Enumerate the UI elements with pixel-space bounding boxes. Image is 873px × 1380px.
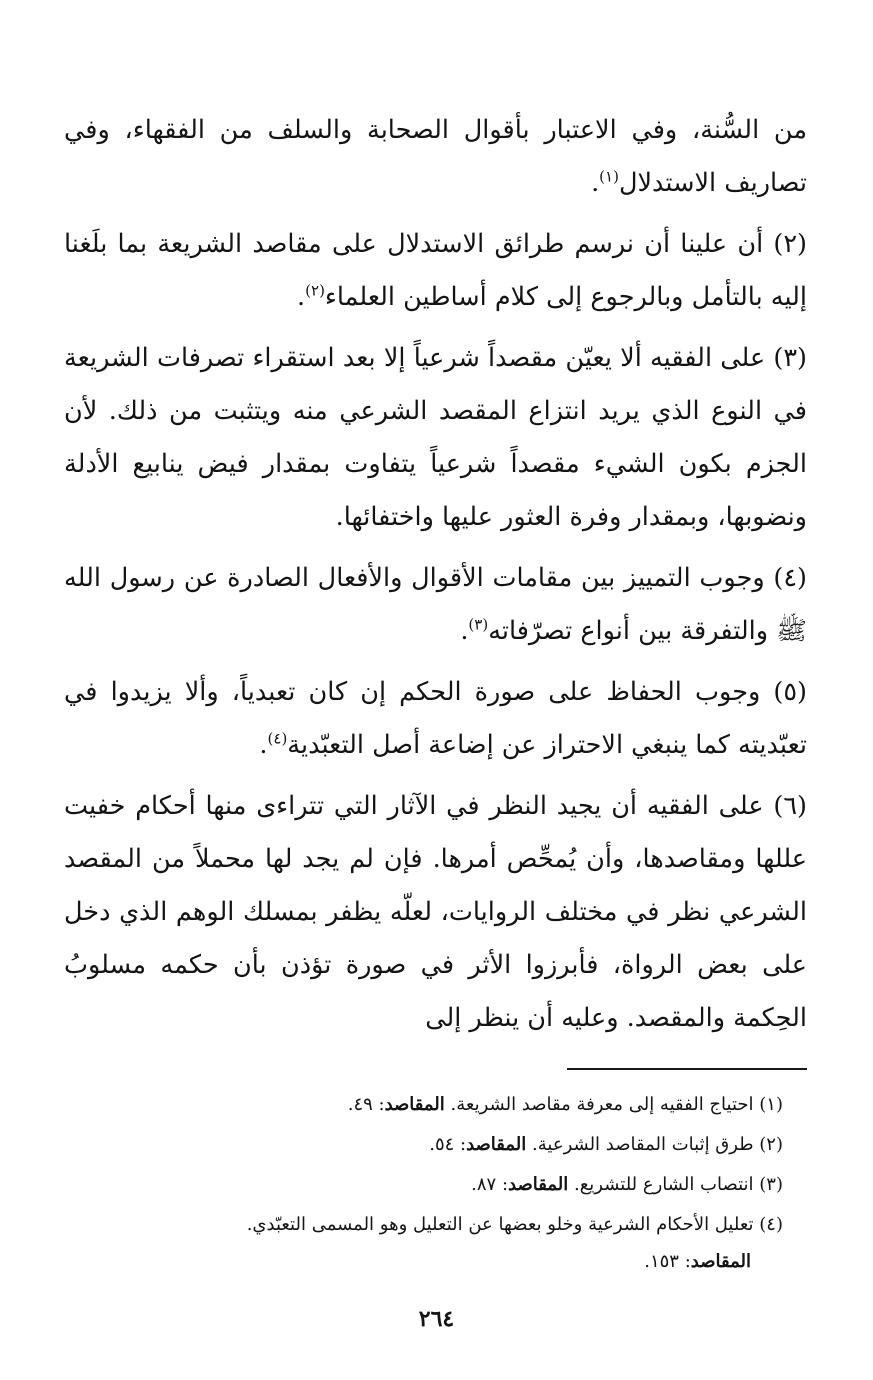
footnote-4 <box>64 1206 807 1280</box>
paragraph-text: من السُّنة، وفي الاعتبار بأقوال الصحابة والسلف من الفقهاء، وفي تصاريف الاستدلال <box>64 115 807 198</box>
footnote-text: انتصاب الشارع للتشريع. <box>573 1174 754 1195</box>
footnote-ref[interactable]: (٢) <box>305 281 325 300</box>
footnote-number: (١) <box>759 1094 783 1115</box>
footnote-page: : ٥٤. <box>429 1134 467 1155</box>
footnote-divider <box>567 1068 807 1070</box>
footnote-page: : ٤٩. <box>347 1094 385 1115</box>
footnote-source: المقاصد <box>690 1251 751 1272</box>
footnote-source: المقاصد <box>466 1134 527 1155</box>
paragraph-text: (٦) على الفقيه أن يجيد النظر في الآثار التي تتراءى منها أحكام خفيت عللها ومقاصدها، وأن يُمحِّص أمرها. فإن لم يجد لها محملاً من المقصد الشرعي نظر في مختلف الروايات، لعلّه يظفر بمسلك الوهم الذي دخل على بعض الرواة، فأبرزوا الأثر في صورة تؤذن بأن حكمه مسلوبُ الحِكمة والمقصد. وعليه أن ينظر إلى <box>64 791 807 1033</box>
footnote-1 <box>64 1086 807 1123</box>
paragraph-text: (٣) على الفقيه ألا يعيّن مقصداً شرعياً إلا بعد استقراء تصرفات الشريعة في النوع الذي يريد انتزاع المقصد الشرعي منه ويتثبت من ذلك. لأن الجزم بكون الشيء مقصداً شرعياً يتفاوت بمقدار فيض ينابيع الأدلة ونضوبها، وبمقدار وفرة العثور عليها واختفائها. <box>64 343 807 532</box>
paragraph-end: . <box>259 730 268 760</box>
footnote-page: : ٨٧. <box>471 1174 509 1195</box>
paragraph-1 <box>64 104 807 210</box>
paragraph-text: (٤) وجوب التمييز بين مقامات الأقوال والأفعال الصادرة عن رسول الله ﷺ والتفرقة بين أنواع تصرّفاته <box>64 563 807 646</box>
footnote-source: المقاصد <box>384 1094 445 1115</box>
paragraph-2 <box>64 218 807 324</box>
paragraph-text: (٢) أن علينا أن نرسم طرائق الاستدلال على مقاصد الشريعة بما بلَغنا إليه بالتأمل وبالرجوع إلى كلام أساطين العلماء <box>64 229 807 312</box>
footnote-number: (٢) <box>759 1134 783 1155</box>
footnote-ref[interactable]: (١) <box>599 167 619 186</box>
paragraph-5 <box>64 666 807 772</box>
footnote-page: : ١٥٣. <box>644 1251 691 1272</box>
paragraph-end: . <box>297 282 306 312</box>
paragraph-text: (٥) وجوب الحفاظ على صورة الحكم إن كان تعبدياً، وألا يزيدوا في تعبّديته كما ينبغي الاحتراز عن إضاعة أصل التعبّدية <box>64 677 807 760</box>
footnote-source: المقاصد <box>508 1174 569 1195</box>
footnote-3 <box>64 1166 807 1203</box>
paragraph-4 <box>64 552 807 658</box>
paragraph-end: . <box>460 616 469 646</box>
paragraph-3 <box>64 332 807 544</box>
footnote-ref[interactable]: (٣) <box>468 615 489 634</box>
footnote-ref[interactable]: (٤) <box>267 729 288 748</box>
main-text <box>64 104 807 1053</box>
footnote-number: (٣) <box>759 1174 783 1195</box>
footnote-text: تعليل الأحكام الشرعية وخلو بعضها عن التعليل وهو المسمى التعبّدي. <box>246 1214 754 1235</box>
paragraph-6 <box>64 780 807 1045</box>
footnote-continuation <box>64 1243 783 1280</box>
footnotes <box>64 1086 807 1283</box>
footnote-text: طرق إثبات المقاصد الشرعية. <box>532 1134 754 1155</box>
footnote-2 <box>64 1126 807 1163</box>
paragraph-end: . <box>591 168 600 198</box>
footnote-text: احتياج الفقيه إلى معرفة مقاصد الشريعة. <box>450 1094 754 1115</box>
page-number: ٢٦٤ <box>418 1306 455 1332</box>
footnote-number: (٤) <box>759 1214 783 1235</box>
